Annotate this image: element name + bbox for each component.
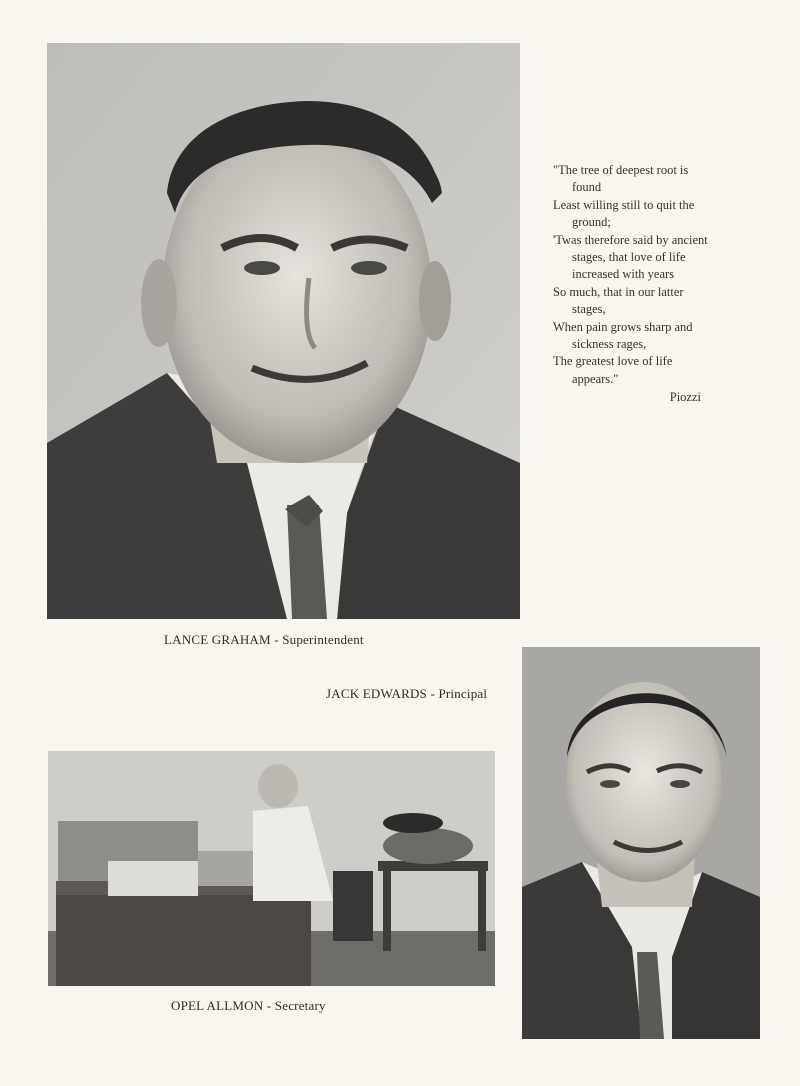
photo-opel-allmon-desk <box>48 751 495 986</box>
poem-author: Piozzi <box>669 390 701 405</box>
poem-line: stages, <box>572 302 606 317</box>
office-scene-illustration <box>48 751 495 986</box>
poem-line: found <box>572 180 602 195</box>
caption-name: LANCE GRAHAM <box>164 632 271 647</box>
poem-line: sickness rages, <box>572 337 647 352</box>
poem-line: "The tree of deepest root is <box>553 163 689 177</box>
poem-quote <box>553 162 753 407</box>
poem-line: Least willing still to quit the <box>553 197 695 212</box>
caption-role: Principal <box>438 686 488 701</box>
poem-line: When pain grows sharp and <box>553 319 693 334</box>
poem-line: So much, that in our latter <box>553 284 684 299</box>
poem-line: appears." <box>572 371 619 386</box>
portrait-illustration <box>47 43 520 619</box>
caption-role: Secretary <box>274 998 326 1013</box>
poem-line: increased with years <box>572 267 675 282</box>
portrait-illustration <box>522 647 760 1039</box>
portrait-photo-lance-graham <box>47 43 520 619</box>
caption-opel-allmon <box>171 998 326 1014</box>
caption-separator: - <box>427 686 439 701</box>
poem-line: stages, that love of life <box>572 250 686 265</box>
poem-line: 'Twas therefore said by ancient <box>553 232 708 247</box>
caption-name: OPEL ALLMON <box>171 998 264 1013</box>
portrait-photo-jack-edwards <box>522 647 760 1039</box>
caption-name: JACK EDWARDS <box>326 686 427 701</box>
caption-jack-edwards <box>326 686 487 702</box>
caption-role: Superintendent <box>282 632 364 647</box>
caption-lance-graham <box>164 632 364 648</box>
poem-line: ground; <box>572 215 611 230</box>
poem-line: The greatest love of life <box>553 354 673 369</box>
caption-separator: - <box>270 632 283 647</box>
caption-separator: - <box>263 998 275 1013</box>
